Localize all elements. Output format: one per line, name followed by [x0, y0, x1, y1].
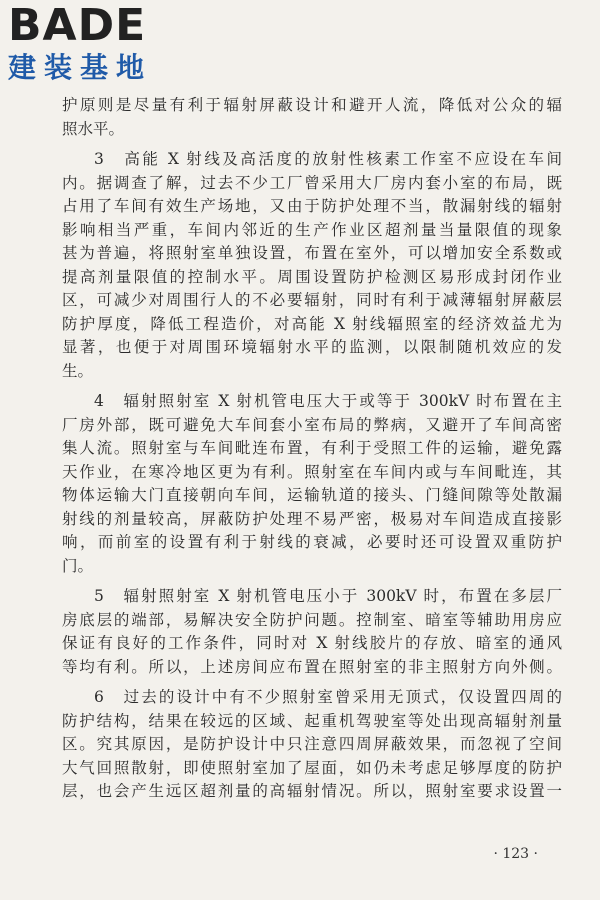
text-line: 照水平。: [62, 119, 125, 138]
text-line: 4 辐射照射室 X 射机管电压大于或等于 300kV 时布置在主: [94, 392, 562, 410]
text-line: 占用了车间有效生产场地，又由于防护处理不当，散漏射线的辐射: [62, 197, 562, 215]
paragraph: [62, 585, 562, 679]
logo-subtitle: 建装基地: [8, 51, 153, 84]
text-line: 6 过去的设计中有不少照射室曾采用无顶式，仅设置四周的: [94, 688, 562, 706]
text-line: 提高剂量限值的控制水平。周围设置防护检测区易形成封闭作业: [62, 267, 562, 286]
text-line: 物体运输大门直接朝向车间，运输轨道的接头、门缝间隙等处散漏: [62, 486, 562, 504]
text-line: 保证有良好的工作条件，同时对 X 射线胶片的存放、暗室的通风: [62, 634, 562, 652]
text-line: 区，可减少对周围行人的不必要辐射，同时有利于减薄辐射屏蔽层: [62, 291, 562, 309]
text-line: 影响相当严重，车间内邻近的生产作业区超剂量当量限值的现象: [62, 220, 562, 239]
text-line: 防护厚度，降低工程造价，对高能 X 射线辐照室的经济效益尤为: [62, 314, 562, 333]
site-logo: [8, 4, 178, 86]
logo-brand: BADE: [8, 4, 147, 48]
text-line: 响，而前室的设置有利于射线的衰减，必要时还可设置双重防护: [62, 533, 562, 551]
text-line: 区。究其原因，是防护设计中只注意四周屏蔽效果，而忽视了空间: [62, 735, 562, 753]
paragraph: [62, 94, 562, 141]
paragraph: [62, 390, 562, 578]
paragraph: [62, 148, 562, 383]
text-line: 3 高能 X 射线及高活度的放射性核素工作室不应设在车间: [94, 150, 562, 168]
text-line: 层，也会产生远区超剂量的高辐射情况。所以，照射室要求设置一: [62, 782, 562, 800]
paragraph: [62, 686, 562, 804]
text-line: 防护结构，结果在较远的区域、起重机驾驶室等处出现高辐射剂量: [62, 711, 562, 730]
text-line: 房底层的端部，易解决安全防护问题。控制室、暗室等辅助用房应: [62, 610, 562, 629]
text-line: 护原则是尽量有利于辐射屏蔽设计和避开人流，降低对公众的辐: [62, 96, 562, 114]
page-number: · 123 ·: [493, 846, 538, 862]
text-line: 生。: [62, 361, 94, 380]
text-line: 厂房外部，既可避免大车间套小室布局的弊病，又避开了车间高密: [62, 415, 562, 434]
text-line: 显著，也便于对周围环境辐射水平的监测，以限制随机效应的发: [62, 338, 562, 356]
text-line: 门。: [62, 556, 94, 575]
text-line: 射线的剂量较高，屏蔽防护处理不易严密，极易对车间造成直接影: [62, 509, 562, 528]
text-line: 大气回照散射，即使照射室加了屋面，如仍未考虑足够厚度的防护: [62, 758, 562, 777]
text-line: 内。据调查了解，过去不少工厂曾采用大厂房内套小室的布局，既: [62, 173, 562, 192]
text-line: 天作业，在寒冷地区更为有利。照射室在车间内或与车间毗连，其: [62, 462, 562, 481]
text-line: 等均有利。所以，上述房间应布置在照射室的非主照射方向外侧。: [62, 657, 562, 676]
page-body: [62, 94, 562, 804]
text-line: 5 辐射照射室 X 射机管电压小于 300kV 时，布置在多层厂: [94, 587, 562, 605]
text-line: 集人流。照射室与车间毗连布置，有利于受照工件的运输，避免露: [62, 439, 562, 457]
text-line: 甚为普遍，将照射室单独设置，布置在室外，可以增加安全系数或: [62, 244, 562, 262]
